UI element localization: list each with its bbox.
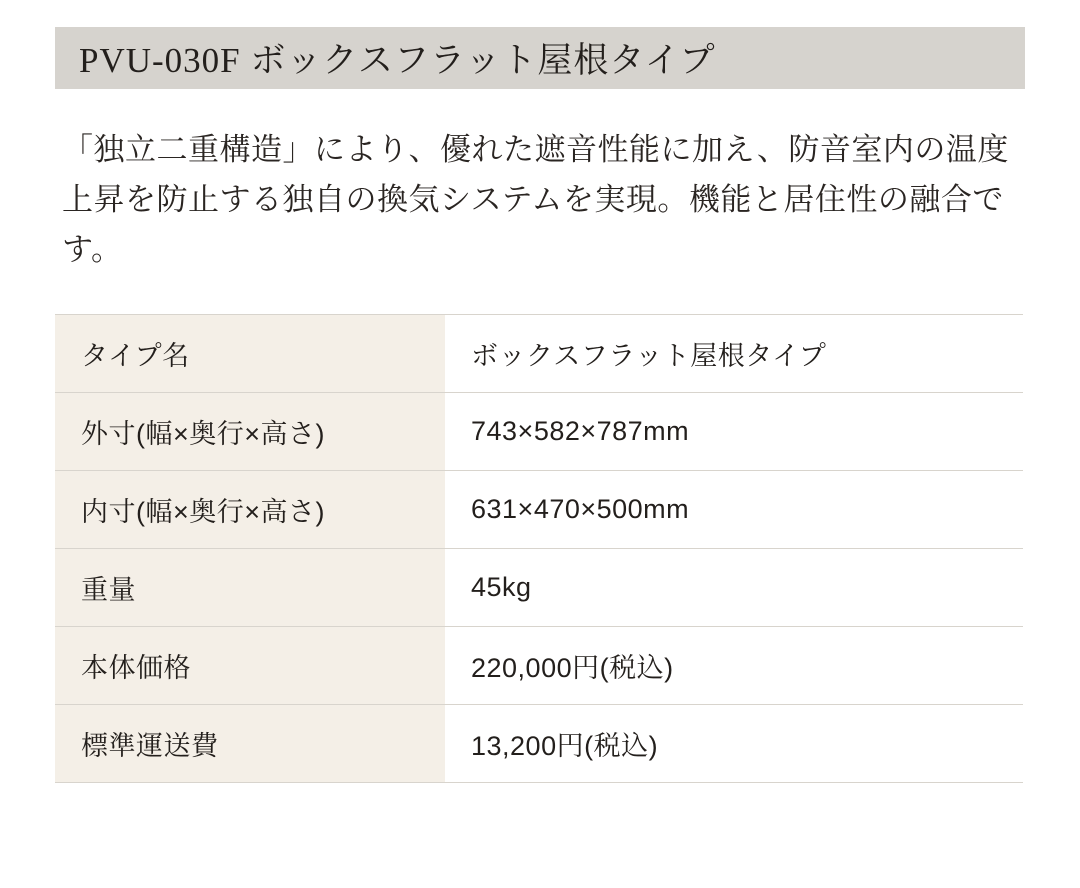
table-row [55, 392, 1023, 470]
specification-table [55, 314, 1023, 783]
page-title: PVU-030F ボックスフラット屋根タイプ [79, 41, 716, 80]
spec-label: タイプ名 [55, 314, 445, 392]
spec-label: 外寸(幅×奥行×高さ) [55, 392, 445, 470]
table-row [55, 314, 1023, 392]
page-title-bar [55, 27, 1025, 89]
spec-value: 743×582×787mm [445, 392, 1023, 470]
table-row [55, 704, 1023, 782]
spec-value: 45kg [445, 548, 1023, 626]
spec-value: ボックスフラット屋根タイプ [445, 314, 1023, 392]
spec-label: 重量 [55, 548, 445, 626]
spec-label: 本体価格 [55, 626, 445, 704]
spec-value: 631×470×500mm [445, 470, 1023, 548]
table-row [55, 626, 1023, 704]
lead-paragraph: 「独立二重構造」により、優れた遮音性能に加え、防音室内の温度上昇を防止する独自の換気システムを実現。機能と居住性の融合です。 [62, 132, 1009, 268]
spec-label: 内寸(幅×奥行×高さ) [55, 470, 445, 548]
table-row [55, 548, 1023, 626]
spec-value: 13,200円(税込) [445, 704, 1023, 782]
product-spec-page [0, 27, 1080, 888]
spec-value: 220,000円(税込) [445, 626, 1023, 704]
table-row [55, 470, 1023, 548]
spec-label: 標準運送費 [55, 704, 445, 782]
